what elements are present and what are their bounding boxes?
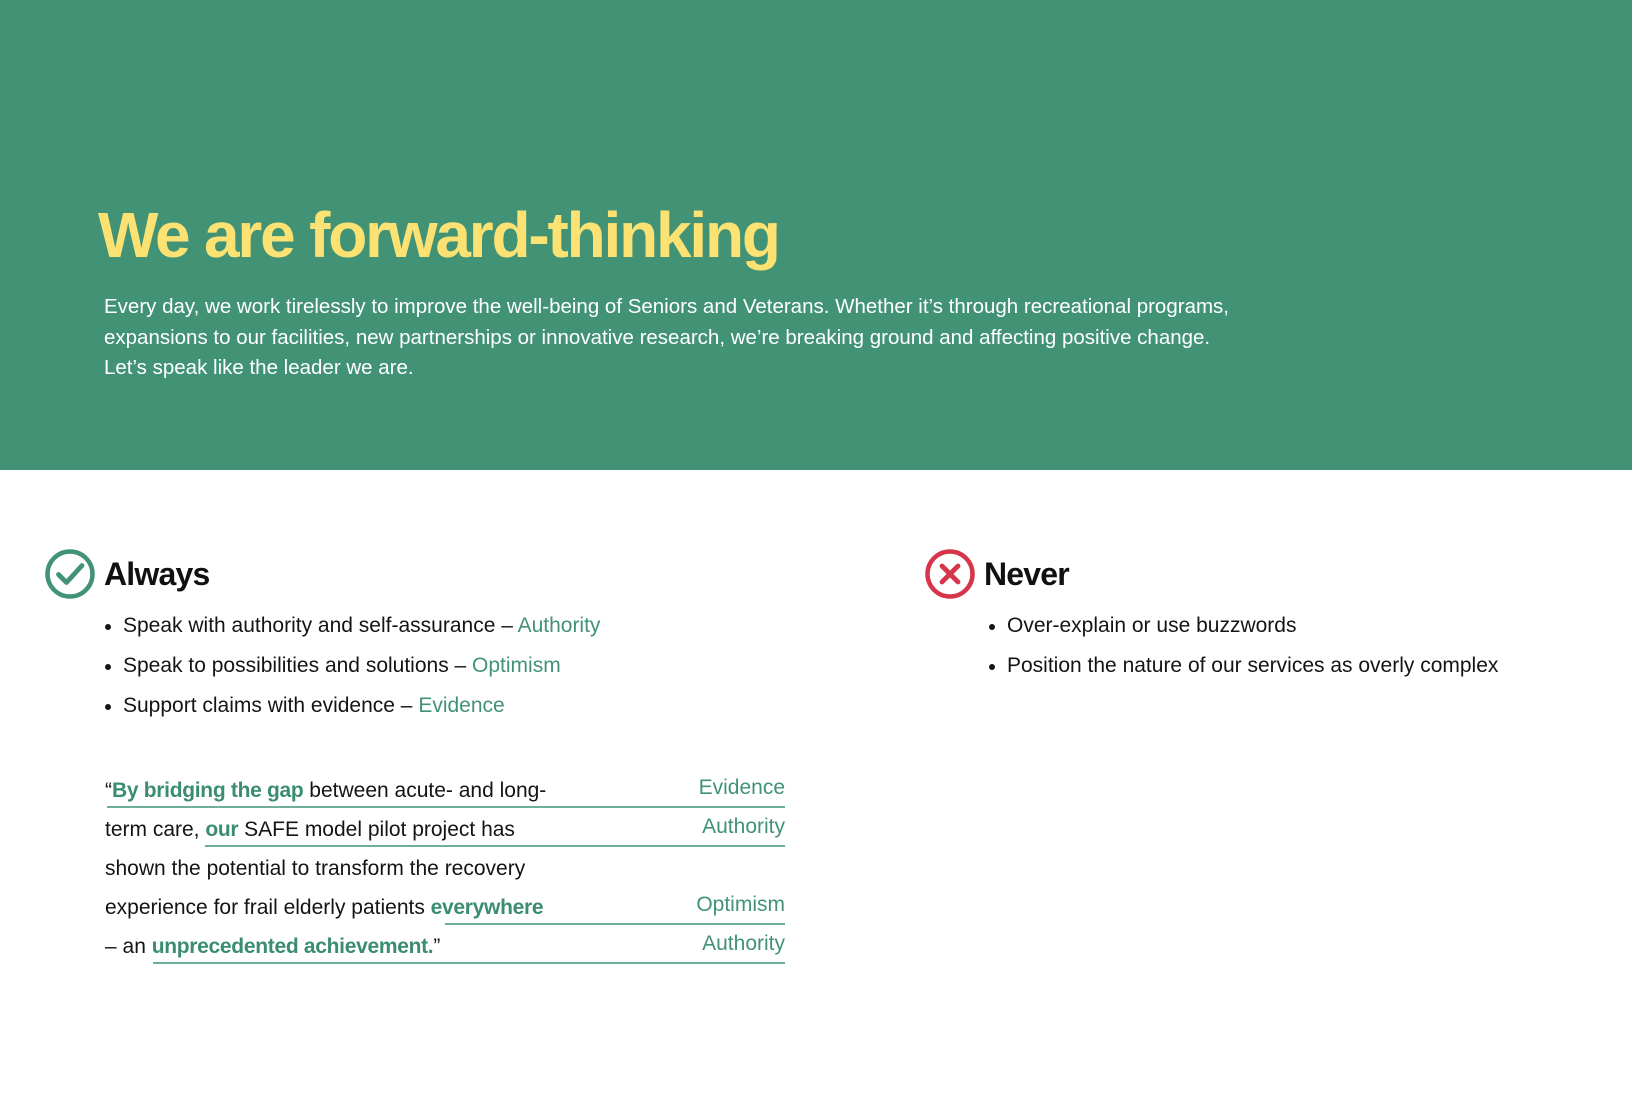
quote-highlight: unprecedented achievement.	[151, 935, 434, 958]
check-circle-icon	[44, 548, 96, 600]
underline-rule	[153, 962, 785, 964]
never-list	[988, 613, 1498, 693]
quote-label-evidence: Evidence	[698, 776, 785, 799]
quote-line: – an unprecedented achievement.” Authority	[105, 928, 785, 967]
underline-rule	[205, 845, 785, 847]
quote-line: experience for frail elderly patients everywhere Optimism	[105, 889, 785, 928]
quote-highlight: our	[205, 818, 239, 841]
quote-label-authority: Authority	[702, 932, 785, 955]
quote-line: shown the potential to transform the recovery	[105, 857, 526, 880]
quote-highlight: By bridging the gap	[112, 779, 304, 802]
example-quote	[105, 772, 785, 967]
never-header	[924, 548, 1069, 600]
hero-description: Every day, we work tirelessly to improve the well-being of Seniors and Veterans. Whether it’s through recreational programs, expansions to our facilities, new partnerships or innovative research, we’re breaking ground and affecting positive change. Let’s speak like the leader we are.	[104, 295, 1229, 379]
never-title: Never	[984, 555, 1069, 592]
underline-rule	[445, 923, 785, 925]
quote-highlight: everywhere	[430, 896, 544, 919]
list-item: Support claims with evidence – Evidence	[104, 693, 600, 733]
tag-authority: Authority	[517, 614, 601, 637]
underline-rule	[107, 806, 785, 808]
hero-banner	[0, 0, 1632, 470]
quote-label-authority: Authority	[702, 815, 785, 838]
tag-evidence: Evidence	[418, 694, 505, 717]
list-item: Speak to possibilities and solutions – Optimism	[104, 653, 600, 693]
quote-label-optimism: Optimism	[696, 893, 785, 916]
x-circle-icon	[924, 548, 976, 600]
hero-title: We are forward-thinking	[98, 199, 779, 271]
quote-line: “By bridging the gap between acute- and long- Evidence	[105, 772, 785, 811]
quote-line: term care, our SAFE model pilot project has Authority	[105, 811, 785, 850]
always-list	[104, 613, 600, 733]
always-header	[44, 548, 209, 600]
list-item: Position the nature of our services as overly complex	[988, 653, 1498, 693]
list-item: Speak with authority and self-assurance – Authority	[104, 613, 600, 653]
always-title: Always	[104, 555, 210, 592]
list-item: Over-explain or use buzzwords	[988, 613, 1498, 653]
tag-optimism: Optimism	[472, 654, 561, 677]
